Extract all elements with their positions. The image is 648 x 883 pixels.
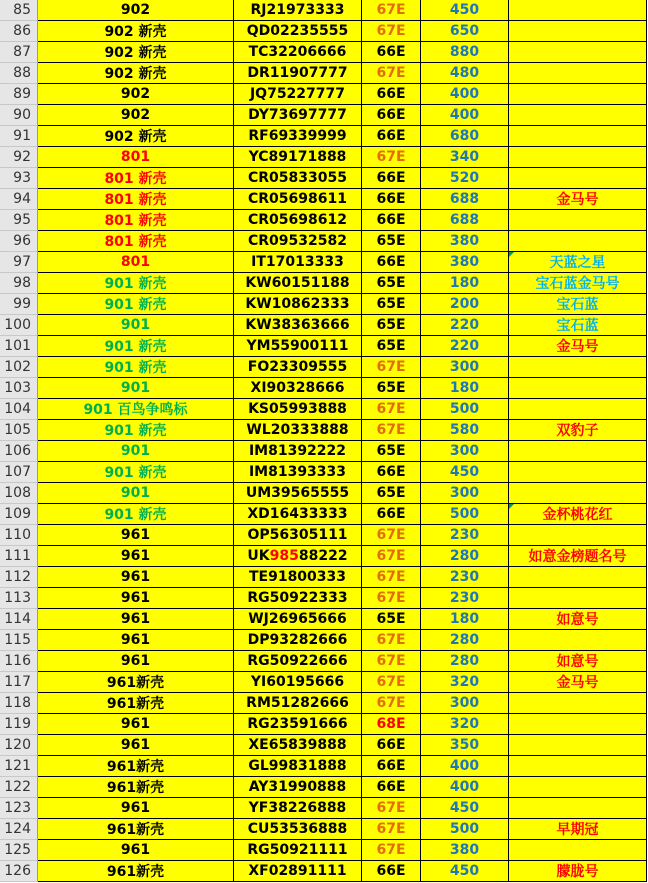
cell-plate-number[interactable]: RG50921111	[234, 840, 362, 861]
cell-plate-number[interactable]: RG50922333	[234, 588, 362, 609]
cell-plate-number[interactable]: RM51282666	[234, 693, 362, 714]
cell-price[interactable]: 230	[421, 588, 509, 609]
cell-version[interactable]: 67E	[362, 546, 421, 567]
cell-model[interactable]: 801 新壳	[38, 189, 234, 210]
cell-version[interactable]: 67E	[362, 420, 421, 441]
cell-model[interactable]: 961新壳	[38, 861, 234, 882]
cell-version[interactable]: 66E	[362, 777, 421, 798]
cell-price[interactable]: 380	[421, 231, 509, 252]
cell-model[interactable]: 901	[38, 483, 234, 504]
cell-version[interactable]: 67E	[362, 798, 421, 819]
cell-plate-number[interactable]: OP56305111	[234, 525, 362, 546]
row-header[interactable]: 97	[0, 252, 38, 273]
cell-model[interactable]: 901 新壳	[38, 462, 234, 483]
row-header[interactable]: 94	[0, 189, 38, 210]
cell-price[interactable]: 300	[421, 693, 509, 714]
cell-price[interactable]: 580	[421, 420, 509, 441]
cell-model[interactable]: 961	[38, 525, 234, 546]
cell-version[interactable]: 67E	[362, 672, 421, 693]
cell-version[interactable]: 67E	[362, 147, 421, 168]
cell-version[interactable]: 67E	[362, 840, 421, 861]
row-header[interactable]: 85	[0, 0, 38, 21]
cell-note[interactable]	[509, 693, 647, 714]
cell-model[interactable]: 901 新壳	[38, 294, 234, 315]
cell-price[interactable]: 688	[421, 210, 509, 231]
cell-price[interactable]: 650	[421, 21, 509, 42]
cell-version[interactable]: 66E	[362, 504, 421, 525]
cell-model[interactable]: 801 新壳	[38, 231, 234, 252]
row-header[interactable]: 121	[0, 756, 38, 777]
cell-note[interactable]	[509, 441, 647, 462]
cell-note[interactable]: 宝石蓝	[509, 315, 647, 336]
cell-note[interactable]	[509, 756, 647, 777]
cell-version[interactable]: 65E	[362, 231, 421, 252]
row-header[interactable]: 109	[0, 504, 38, 525]
row-header[interactable]: 110	[0, 525, 38, 546]
row-header[interactable]: 112	[0, 567, 38, 588]
cell-note[interactable]	[509, 378, 647, 399]
row-header[interactable]: 111	[0, 546, 38, 567]
cell-plate-number[interactable]: KW60151188	[234, 273, 362, 294]
cell-note[interactable]	[509, 84, 647, 105]
cell-model[interactable]: 801	[38, 147, 234, 168]
cell-plate-number[interactable]: KS05993888	[234, 399, 362, 420]
cell-plate-number[interactable]: CR05698611	[234, 189, 362, 210]
cell-note[interactable]: 朦胧号	[509, 861, 647, 882]
row-header[interactable]: 123	[0, 798, 38, 819]
row-header[interactable]: 91	[0, 126, 38, 147]
cell-model[interactable]: 901 百鸟争鸣标	[38, 399, 234, 420]
cell-plate-number[interactable]: QD02235555	[234, 21, 362, 42]
cell-version[interactable]: 66E	[362, 861, 421, 882]
cell-version[interactable]: 67E	[362, 399, 421, 420]
cell-price[interactable]: 200	[421, 294, 509, 315]
cell-note[interactable]	[509, 567, 647, 588]
cell-note[interactable]	[509, 840, 647, 861]
cell-model[interactable]: 901 新壳	[38, 420, 234, 441]
cell-price[interactable]: 400	[421, 756, 509, 777]
cell-plate-number[interactable]: YF38226888	[234, 798, 362, 819]
cell-plate-number[interactable]: YM55900111	[234, 336, 362, 357]
cell-version[interactable]: 66E	[362, 735, 421, 756]
row-header[interactable]: 89	[0, 84, 38, 105]
cell-price[interactable]: 500	[421, 399, 509, 420]
cell-model[interactable]: 801 新壳	[38, 168, 234, 189]
cell-price[interactable]: 280	[421, 651, 509, 672]
cell-price[interactable]: 450	[421, 861, 509, 882]
row-header[interactable]: 124	[0, 819, 38, 840]
cell-note[interactable]: 如意金榜题名号	[509, 546, 647, 567]
row-header[interactable]: 86	[0, 21, 38, 42]
cell-price[interactable]: 480	[421, 63, 509, 84]
cell-model[interactable]: 961新壳	[38, 672, 234, 693]
cell-price[interactable]: 300	[421, 441, 509, 462]
row-header[interactable]: 103	[0, 378, 38, 399]
row-header[interactable]: 105	[0, 420, 38, 441]
cell-model[interactable]: 901	[38, 378, 234, 399]
cell-note[interactable]	[509, 42, 647, 63]
cell-price[interactable]: 520	[421, 168, 509, 189]
cell-note[interactable]	[509, 714, 647, 735]
cell-plate-number[interactable]: AY31990888	[234, 777, 362, 798]
cell-price[interactable]: 280	[421, 546, 509, 567]
cell-note[interactable]	[509, 147, 647, 168]
cell-version[interactable]: 65E	[362, 609, 421, 630]
cell-note[interactable]	[509, 483, 647, 504]
cell-price[interactable]: 220	[421, 336, 509, 357]
cell-plate-number[interactable]: DP93282666	[234, 630, 362, 651]
cell-note[interactable]	[509, 231, 647, 252]
cell-model[interactable]: 901 新壳	[38, 504, 234, 525]
cell-plate-number[interactable]: XE65839888	[234, 735, 362, 756]
cell-model[interactable]: 961	[38, 588, 234, 609]
cell-version[interactable]: 66E	[362, 168, 421, 189]
row-header[interactable]: 122	[0, 777, 38, 798]
cell-price[interactable]: 450	[421, 0, 509, 21]
cell-note[interactable]	[509, 0, 647, 21]
cell-model[interactable]: 902	[38, 0, 234, 21]
cell-note[interactable]: 早期冠	[509, 819, 647, 840]
cell-version[interactable]: 66E	[362, 84, 421, 105]
cell-model[interactable]: 902 新壳	[38, 42, 234, 63]
cell-plate-number[interactable]: XF02891111	[234, 861, 362, 882]
row-header[interactable]: 120	[0, 735, 38, 756]
plate-suffix: 88222	[298, 548, 348, 564]
cell-model[interactable]: 901 新壳	[38, 357, 234, 378]
cell-price[interactable]: 300	[421, 483, 509, 504]
cell-version[interactable]: 66E	[362, 105, 421, 126]
row-header[interactable]: 90	[0, 105, 38, 126]
row-header[interactable]: 92	[0, 147, 38, 168]
cell-price[interactable]: 180	[421, 378, 509, 399]
cell-plate-number[interactable]	[234, 546, 362, 567]
cell-version[interactable]: 67E	[362, 630, 421, 651]
plate-highlight: 985	[269, 548, 299, 564]
cell-note[interactable]: 宝石蓝金马号	[509, 273, 647, 294]
cell-plate-number[interactable]: WL20333888	[234, 420, 362, 441]
cell-model[interactable]: 961	[38, 651, 234, 672]
cell-note[interactable]: 金马号	[509, 336, 647, 357]
cell-plate-number[interactable]: CR05833055	[234, 168, 362, 189]
cell-note[interactable]	[509, 399, 647, 420]
row-header[interactable]: 98	[0, 273, 38, 294]
cell-version[interactable]: 67E	[362, 525, 421, 546]
row-header[interactable]: 102	[0, 357, 38, 378]
cell-plate-number[interactable]: TC32206666	[234, 42, 362, 63]
row-header[interactable]: 88	[0, 63, 38, 84]
row-header[interactable]: 99	[0, 294, 38, 315]
cell-version[interactable]: 65E	[362, 315, 421, 336]
cell-price[interactable]: 450	[421, 798, 509, 819]
cell-plate-number[interactable]: KW10862333	[234, 294, 362, 315]
cell-version[interactable]: 66E	[362, 189, 421, 210]
cell-model[interactable]: 901	[38, 315, 234, 336]
cell-model[interactable]: 902	[38, 105, 234, 126]
cell-plate-number[interactable]: IM81392222	[234, 441, 362, 462]
row-header[interactable]: 108	[0, 483, 38, 504]
cell-note[interactable]	[509, 168, 647, 189]
cell-plate-number[interactable]: RG50922666	[234, 651, 362, 672]
row-header[interactable]: 87	[0, 42, 38, 63]
row-header[interactable]: 107	[0, 462, 38, 483]
cell-plate-number[interactable]: RF69339999	[234, 126, 362, 147]
cell-model[interactable]: 902 新壳	[38, 63, 234, 84]
cell-plate-number[interactable]: IT17013333	[234, 252, 362, 273]
cell-price[interactable]: 180	[421, 273, 509, 294]
row-header[interactable]: 96	[0, 231, 38, 252]
cell-plate-number[interactable]: YI60195666	[234, 672, 362, 693]
cell-model[interactable]: 902 新壳	[38, 21, 234, 42]
row-header[interactable]: 125	[0, 840, 38, 861]
cell-version[interactable]: 67E	[362, 819, 421, 840]
row-header[interactable]: 126	[0, 861, 38, 882]
cell-note[interactable]	[509, 63, 647, 84]
cell-model[interactable]: 961	[38, 567, 234, 588]
cell-version[interactable]: 65E	[362, 273, 421, 294]
cell-plate-number[interactable]: WJ26965666	[234, 609, 362, 630]
cell-model[interactable]: 902	[38, 84, 234, 105]
cell-price[interactable]: 450	[421, 462, 509, 483]
cell-plate-number[interactable]: CR05698612	[234, 210, 362, 231]
cell-version[interactable]: 67E	[362, 693, 421, 714]
cell-version[interactable]: 67E	[362, 651, 421, 672]
cell-note[interactable]: 金马号	[509, 672, 647, 693]
cell-version[interactable]: 67E	[362, 63, 421, 84]
cell-note[interactable]: 如意号	[509, 609, 647, 630]
row-header[interactable]: 93	[0, 168, 38, 189]
cell-plate-number[interactable]: YC89171888	[234, 147, 362, 168]
cell-price[interactable]: 688	[421, 189, 509, 210]
cell-note[interactable]: 金杯桃花红	[509, 504, 647, 525]
cell-note[interactable]	[509, 210, 647, 231]
cell-model[interactable]: 801	[38, 252, 234, 273]
row-header[interactable]: 106	[0, 441, 38, 462]
cell-version[interactable]: 67E	[362, 0, 421, 21]
cell-price[interactable]: 300	[421, 357, 509, 378]
cell-plate-number[interactable]: TE91800333	[234, 567, 362, 588]
cell-model[interactable]: 961	[38, 609, 234, 630]
cell-price[interactable]: 230	[421, 525, 509, 546]
cell-plate-number[interactable]: XD16433333	[234, 504, 362, 525]
cell-model[interactable]: 961新壳	[38, 756, 234, 777]
cell-plate-number[interactable]: CU53536888	[234, 819, 362, 840]
cell-price[interactable]: 400	[421, 105, 509, 126]
cell-version[interactable]: 65E	[362, 336, 421, 357]
cell-price[interactable]: 400	[421, 777, 509, 798]
cell-version[interactable]: 67E	[362, 21, 421, 42]
row-header[interactable]: 119	[0, 714, 38, 735]
cell-plate-number[interactable]: DY73697777	[234, 105, 362, 126]
cell-plate-number[interactable]: RG23591666	[234, 714, 362, 735]
cell-note[interactable]	[509, 777, 647, 798]
cell-price[interactable]: 500	[421, 819, 509, 840]
cell-note[interactable]: 天蓝之星	[509, 252, 647, 273]
cell-model[interactable]: 901 新壳	[38, 336, 234, 357]
cell-price[interactable]: 350	[421, 735, 509, 756]
cell-note[interactable]: 宝石蓝	[509, 294, 647, 315]
cell-version[interactable]: 67E	[362, 357, 421, 378]
cell-plate-number[interactable]: FO23309555	[234, 357, 362, 378]
cell-model[interactable]: 961新壳	[38, 819, 234, 840]
row-header[interactable]: 100	[0, 315, 38, 336]
cell-plate-number[interactable]: RJ21973333	[234, 0, 362, 21]
cell-note[interactable]	[509, 105, 647, 126]
cell-model[interactable]: 902 新壳	[38, 126, 234, 147]
cell-price[interactable]: 320	[421, 672, 509, 693]
cell-price[interactable]: 500	[421, 504, 509, 525]
row-header[interactable]: 117	[0, 672, 38, 693]
cell-note[interactable]	[509, 798, 647, 819]
cell-plate-number[interactable]: CR09532582	[234, 231, 362, 252]
cell-model[interactable]: 901 新壳	[38, 273, 234, 294]
cell-price[interactable]: 180	[421, 609, 509, 630]
row-header[interactable]: 118	[0, 693, 38, 714]
row-header[interactable]: 116	[0, 651, 38, 672]
cell-model[interactable]: 961新壳	[38, 777, 234, 798]
cell-note[interactable]: 金马号	[509, 189, 647, 210]
cell-price[interactable]: 280	[421, 630, 509, 651]
cell-version[interactable]: 65E	[362, 441, 421, 462]
cell-version[interactable]: 65E	[362, 294, 421, 315]
cell-note[interactable]: 如意号	[509, 651, 647, 672]
cell-model[interactable]: 961	[38, 840, 234, 861]
cell-plate-number[interactable]: DR11907777	[234, 63, 362, 84]
cell-note[interactable]	[509, 630, 647, 651]
cell-note[interactable]	[509, 462, 647, 483]
cell-plate-number[interactable]: IM81393333	[234, 462, 362, 483]
row-header[interactable]: 113	[0, 588, 38, 609]
cell-plate-number[interactable]: GL99831888	[234, 756, 362, 777]
cell-version[interactable]: 65E	[362, 378, 421, 399]
cell-version[interactable]: 66E	[362, 252, 421, 273]
cell-price[interactable]: 400	[421, 84, 509, 105]
cell-model[interactable]: 961	[38, 630, 234, 651]
plate-prefix: UK	[247, 548, 270, 564]
cell-price[interactable]: 320	[421, 714, 509, 735]
cell-price[interactable]: 680	[421, 126, 509, 147]
cell-note[interactable]: 双豹子	[509, 420, 647, 441]
cell-note[interactable]	[509, 357, 647, 378]
row-header[interactable]: 101	[0, 336, 38, 357]
cell-version[interactable]: 66E	[362, 210, 421, 231]
cell-price[interactable]: 380	[421, 252, 509, 273]
cell-version[interactable]: 65E	[362, 483, 421, 504]
cell-price[interactable]: 230	[421, 567, 509, 588]
cell-version[interactable]: 66E	[362, 42, 421, 63]
cell-model[interactable]: 901	[38, 441, 234, 462]
cell-version[interactable]: 66E	[362, 462, 421, 483]
cell-version[interactable]: 68E	[362, 714, 421, 735]
cell-model[interactable]: 961	[38, 798, 234, 819]
cell-version[interactable]: 66E	[362, 756, 421, 777]
row-header[interactable]: 115	[0, 630, 38, 651]
cell-price[interactable]: 340	[421, 147, 509, 168]
cell-model[interactable]: 961	[38, 714, 234, 735]
cell-version[interactable]: 66E	[362, 126, 421, 147]
cell-note[interactable]	[509, 21, 647, 42]
cell-plate-number[interactable]: UM39565555	[234, 483, 362, 504]
cell-plate-number[interactable]: JQ75227777	[234, 84, 362, 105]
row-header[interactable]: 114	[0, 609, 38, 630]
cell-plate-number[interactable]: XI90328666	[234, 378, 362, 399]
cell-model[interactable]: 961	[38, 546, 234, 567]
cell-model[interactable]: 961新壳	[38, 693, 234, 714]
cell-note[interactable]	[509, 735, 647, 756]
cell-price[interactable]: 220	[421, 315, 509, 336]
cell-model[interactable]: 801 新壳	[38, 210, 234, 231]
cell-plate-number[interactable]: KW38363666	[234, 315, 362, 336]
cell-model[interactable]: 961	[38, 735, 234, 756]
cell-version[interactable]: 67E	[362, 588, 421, 609]
cell-note[interactable]	[509, 588, 647, 609]
cell-price[interactable]: 880	[421, 42, 509, 63]
cell-note[interactable]	[509, 525, 647, 546]
row-header[interactable]: 104	[0, 399, 38, 420]
cell-price[interactable]: 380	[421, 840, 509, 861]
cell-version[interactable]: 67E	[362, 567, 421, 588]
row-header[interactable]: 95	[0, 210, 38, 231]
cell-note[interactable]	[509, 126, 647, 147]
